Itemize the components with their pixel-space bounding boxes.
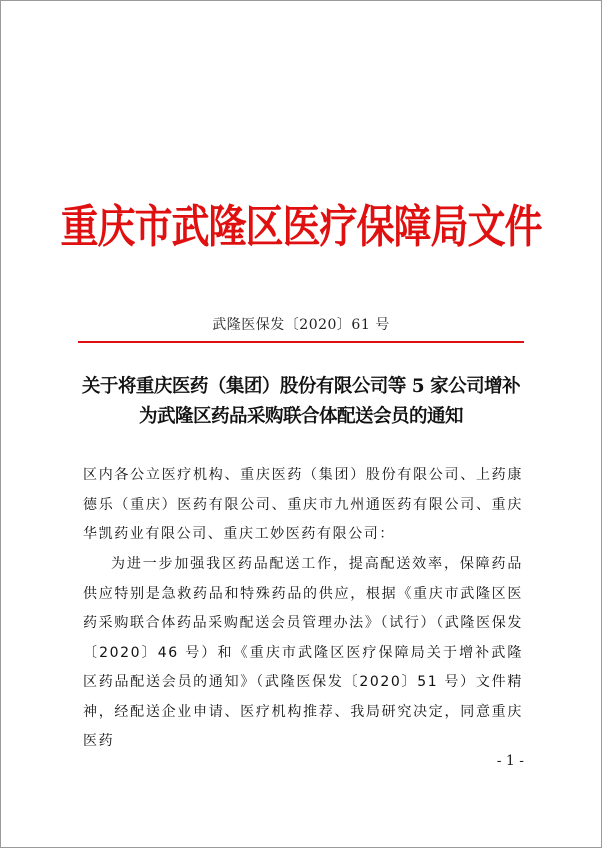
document-number: 武隆医保发〔2020〕61 号 <box>212 317 390 333</box>
issuer-header-title: 重庆市武隆区医疗保障局文件 <box>60 199 542 253</box>
notice-title-line-1: 关于将重庆医药（集团）股份有限公司等 5 家公司增补 <box>81 376 521 397</box>
notice-title-line-2: 为武隆区药品采购联合体配送会员的通知 <box>138 406 463 427</box>
notice-title <box>40 372 562 432</box>
body-paragraph: 为进一步加强我区药品配送工作，提高配送效率，保障药品供应特别是急救药品和特殊药品的供应，根据《重庆市武隆区医药采购联合体药品采购配送会员管理办法》（试行）（武隆医保发〔2020〕46 号）和《重庆市武隆区医疗保障局关于增补武隆区药品配送会员的通知》（武隆医保发〔2020〕51 号）文件精神，经配送企业申请、医疗机构推荐、我局研究决定，同意重庆医药 <box>83 556 523 749</box>
page-number: - 1 - <box>496 753 524 769</box>
recipients-paragraph: 区内各公立医疗机构、重庆医药（集团）股份有限公司、上药康德乐（重庆）医药有限公司、重庆市九州通医药有限公司、重庆华凯药业有限公司、重庆工妙医药有限公司： <box>83 467 523 542</box>
red-divider-line <box>78 341 524 343</box>
